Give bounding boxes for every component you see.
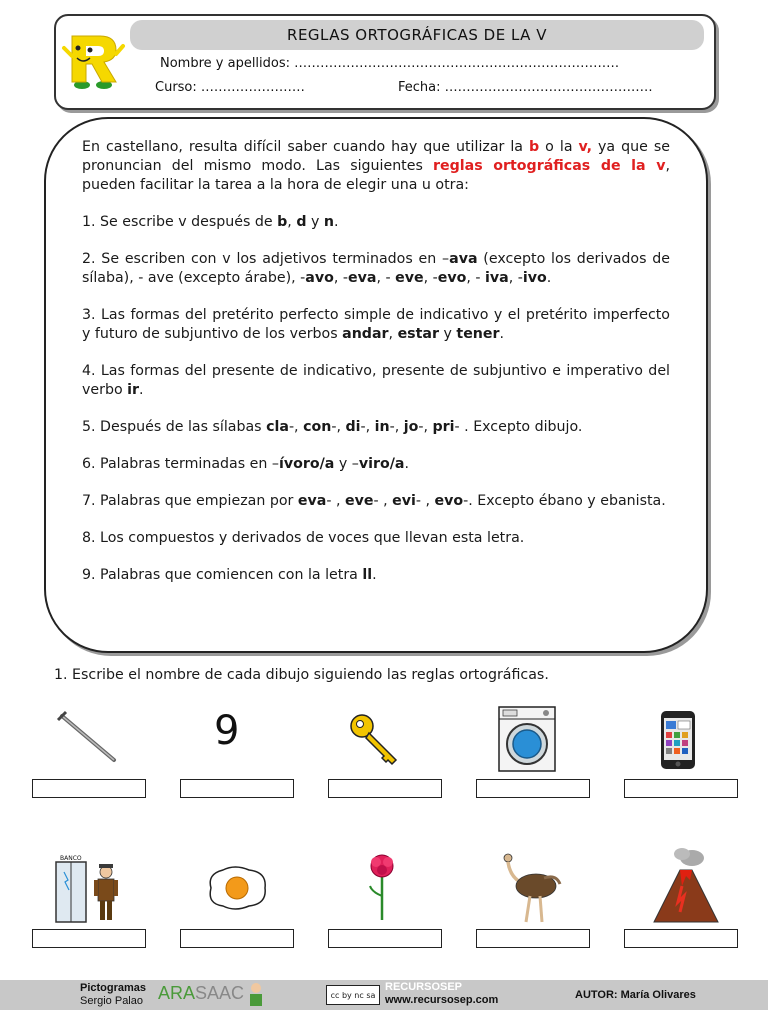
ostrich-icon	[498, 852, 562, 924]
date-label: Fecha:	[398, 80, 441, 95]
volcano-icon	[652, 846, 720, 924]
arasaac-logo-part-2: SAAC	[195, 983, 245, 1003]
date-field-row[interactable]	[398, 80, 653, 95]
course-label: Curso:	[155, 80, 197, 95]
bank-sign: BANCO	[60, 855, 82, 862]
arasaac-logo[interactable]	[158, 983, 244, 1004]
name-dots[interactable]: …………………………………………………………………	[294, 56, 620, 71]
answer-box-6[interactable]	[32, 929, 146, 948]
course-field-row[interactable]	[155, 80, 305, 95]
washing-machine-icon	[498, 706, 556, 772]
exercise-instruction: 1. Escribe el nombre de cada dibujo siguiendo las reglas ortográficas.	[54, 667, 549, 683]
recursosep-label: RECURSOSEP	[385, 981, 463, 993]
rule-7: 7. Palabras que empiezan por eva- , eve- , evi- , evo-. Excepto ébano y ebanista.	[82, 493, 666, 509]
pictogramas-label: Pictogramas	[80, 982, 147, 994]
child-figure-icon	[246, 982, 266, 1008]
answer-box-2[interactable]	[180, 779, 294, 798]
author-credit: AUTOR: María Olivares	[575, 989, 696, 1001]
pictogram-author: Sergio Palao	[80, 995, 143, 1007]
recursosep-link[interactable]: www.recursosep.com	[385, 994, 499, 1006]
mobile-phone-icon	[660, 710, 696, 770]
date-dots[interactable]: …………………………………………	[444, 80, 653, 95]
answer-box-4[interactable]	[476, 779, 590, 798]
fried-egg-icon	[205, 864, 269, 912]
rules-text	[82, 138, 670, 603]
rules-intro: En castellano, resulta difícil saber cuando hay que utilizar la b o la v, ya que se pronuncian del mismo modo. Las siguientes reglas ortográficas de la v, pueden facilitar la tarea a la hora de elegir una u otra:	[82, 139, 670, 193]
arasaac-logo-part-1: ARA	[158, 983, 196, 1003]
rule-3: 3. Las formas del pretérito perfecto simple de indicativo y el pretérito imperfecto y futuro de subjuntivo de los verbos andar, estar y tener.	[82, 307, 670, 342]
rule-1: 1. Se escribe v después de b, d y n.	[82, 214, 339, 230]
course-dots[interactable]: ……………………	[200, 80, 305, 95]
rule-8: 8. Los compuestos y derivados de voces que llevan esta letra.	[82, 530, 525, 546]
answer-box-9[interactable]	[476, 929, 590, 948]
name-label: Nombre y apellidos:	[160, 56, 291, 71]
key-icon	[348, 712, 402, 766]
carnation-flower-icon	[362, 852, 402, 922]
rule-5: 5. Después de las sílabas cla-, con-, di-, in-, jo-, pri- . Excepto dibujo.	[82, 419, 583, 435]
answer-box-8[interactable]	[328, 929, 442, 948]
creative-commons-badge: cc by nc sa	[326, 985, 380, 1005]
answer-box-5[interactable]	[624, 779, 738, 798]
rule-9: 9. Palabras que comiencen con la letra ll.	[82, 567, 377, 583]
bank-guard-icon	[54, 852, 124, 924]
worksheet-title: REGLAS ORTOGRÁFICAS DE LA V	[130, 20, 704, 50]
name-field-row[interactable]	[160, 56, 619, 71]
letter-r-character-logo	[60, 28, 126, 90]
answer-box-1[interactable]	[32, 779, 146, 798]
rule-6: 6. Palabras terminadas en –ívoro/a y –viro/a.	[82, 456, 409, 472]
nail-icon	[56, 710, 120, 764]
answer-box-3[interactable]	[328, 779, 442, 798]
answer-box-10[interactable]	[624, 929, 738, 948]
rule-4: 4. Las formas del presente de indicativo, presente de subjuntivo e imperativo del verbo ir.	[82, 363, 670, 398]
number-nine: 9	[214, 708, 240, 754]
rule-2: 2. Se escriben con v los adjetivos terminados en –ava (excepto los derivados de sílaba), - ave (excepto árabe), -avo, -eva, - eve, -evo, - iva, -ivo.	[82, 251, 670, 286]
answer-box-7[interactable]	[180, 929, 294, 948]
